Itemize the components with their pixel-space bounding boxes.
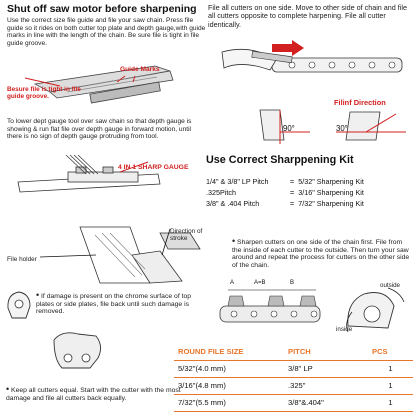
pitch-cell: .325" (284, 377, 368, 394)
kit-row (204, 176, 366, 187)
kit-size: 7/32" Sharpening Kit (298, 199, 364, 208)
pitch-cell: 3/8"&.404" (284, 394, 368, 411)
kit-eq: = (290, 177, 295, 186)
angle-30-label: 30° (336, 124, 348, 133)
file-size-cell: 5/32"(4.0 mm) (174, 360, 284, 377)
gauge-label: 4 IN 1 SHARP GAUGE (118, 164, 189, 171)
pcs-cell: 1 (368, 394, 413, 411)
table-header-row (174, 343, 413, 360)
kit-row (204, 187, 366, 198)
header-pcs: PCS (368, 343, 413, 360)
kit-eq: = (290, 199, 295, 208)
table-row (174, 377, 413, 394)
sharpening-kit-table (204, 176, 366, 209)
chain-cutter-icon (4, 288, 34, 322)
kit-pitch: .325Pitch (206, 188, 236, 197)
section2-text: To lower dept gauge tool over saw chain so that depth gauge is showing & run flat file over depth gauge in forward motion, until there is no sign of depth gauge protruding from tool. (7, 118, 192, 141)
kit-eq: = (290, 188, 295, 197)
bullet-1 (36, 292, 206, 316)
chain-label-b: B (290, 280, 295, 286)
bullet-3 (232, 238, 410, 269)
chain-label-ab: A=B (254, 280, 266, 286)
besure-label: Besure file is tight in file guide groove. (7, 86, 81, 101)
file-size-cell: 7/32"(5.5 mm) (174, 394, 284, 411)
kit-row (204, 198, 366, 209)
bullet-dot-icon: • (6, 384, 10, 394)
guide-marks-label: Guide Marks (120, 66, 160, 73)
chain-label-a: A (230, 280, 235, 286)
kit-size: 3/16" Sharpening Kit (298, 188, 364, 197)
kit-size: 5/32" Sharpening Kit (298, 177, 364, 186)
header-pitch: PITCH (284, 343, 368, 360)
file-size-cell: 3/16"(4.8 mm) (174, 377, 284, 394)
round-file-size-table (174, 343, 413, 412)
section1-text: Use the correct size file guide and file your saw chain. Press file guide so it rides on both cutter top plate and depth gauge,with guide marks in line with the length of the chain. Be sure file is tight in file guide groove. (7, 17, 206, 47)
cutter-illustration (48, 330, 108, 372)
header-round-file-size: ROUND FILE SIZE (174, 343, 284, 360)
kit-pitch: 1/4" & 3/8" LP Pitch (206, 177, 269, 186)
right-top-text: File all cutters on one side. Move to other side of chain and file all cutters opposite to complete harpening. File all cutter identically. (208, 3, 407, 29)
bullet-2-text: Keep all cutters equal. Start with the cutter with the most damage and file all cutters back equally. (6, 387, 181, 402)
direction-label: Direction of stroke (170, 228, 203, 243)
angle-90-label: 90° (283, 124, 295, 133)
outside-label: outside (380, 282, 400, 289)
pitch-cell: 3/8" LP (284, 360, 368, 377)
pcs-cell: 1 (368, 377, 413, 394)
file-holder-label: File holder (7, 256, 37, 263)
bullet-dot-icon: • (36, 290, 40, 300)
kit-title: Use Correct Sharppening Kit (206, 154, 354, 166)
chain-filing-illustration (212, 38, 412, 98)
section1-title: Shut off saw motor before sharpening (7, 3, 197, 15)
bullet-3-text: Sharpen cutters on one side of the chain first. File from the inside of each cutter to the outside. Then turn your saw around and repeat the process for cutters on the other side of the chain. (232, 239, 410, 269)
pcs-cell: 1 (368, 360, 413, 377)
bullet-1-text: If damage is present on the chrome surface of top plates or side plates, file back until such damage is removed. (36, 293, 192, 316)
table-row (174, 360, 413, 377)
chain-length-illustration (216, 284, 326, 336)
filing-direction-label: Filinf Direction (334, 98, 386, 107)
table-row (174, 394, 413, 411)
bullet-dot-icon: • (232, 236, 236, 246)
kit-pitch: 3/8" & .404 Pitch (206, 199, 260, 208)
inside-label: inside (336, 326, 353, 333)
depth-gauge-illustration (8, 150, 204, 195)
